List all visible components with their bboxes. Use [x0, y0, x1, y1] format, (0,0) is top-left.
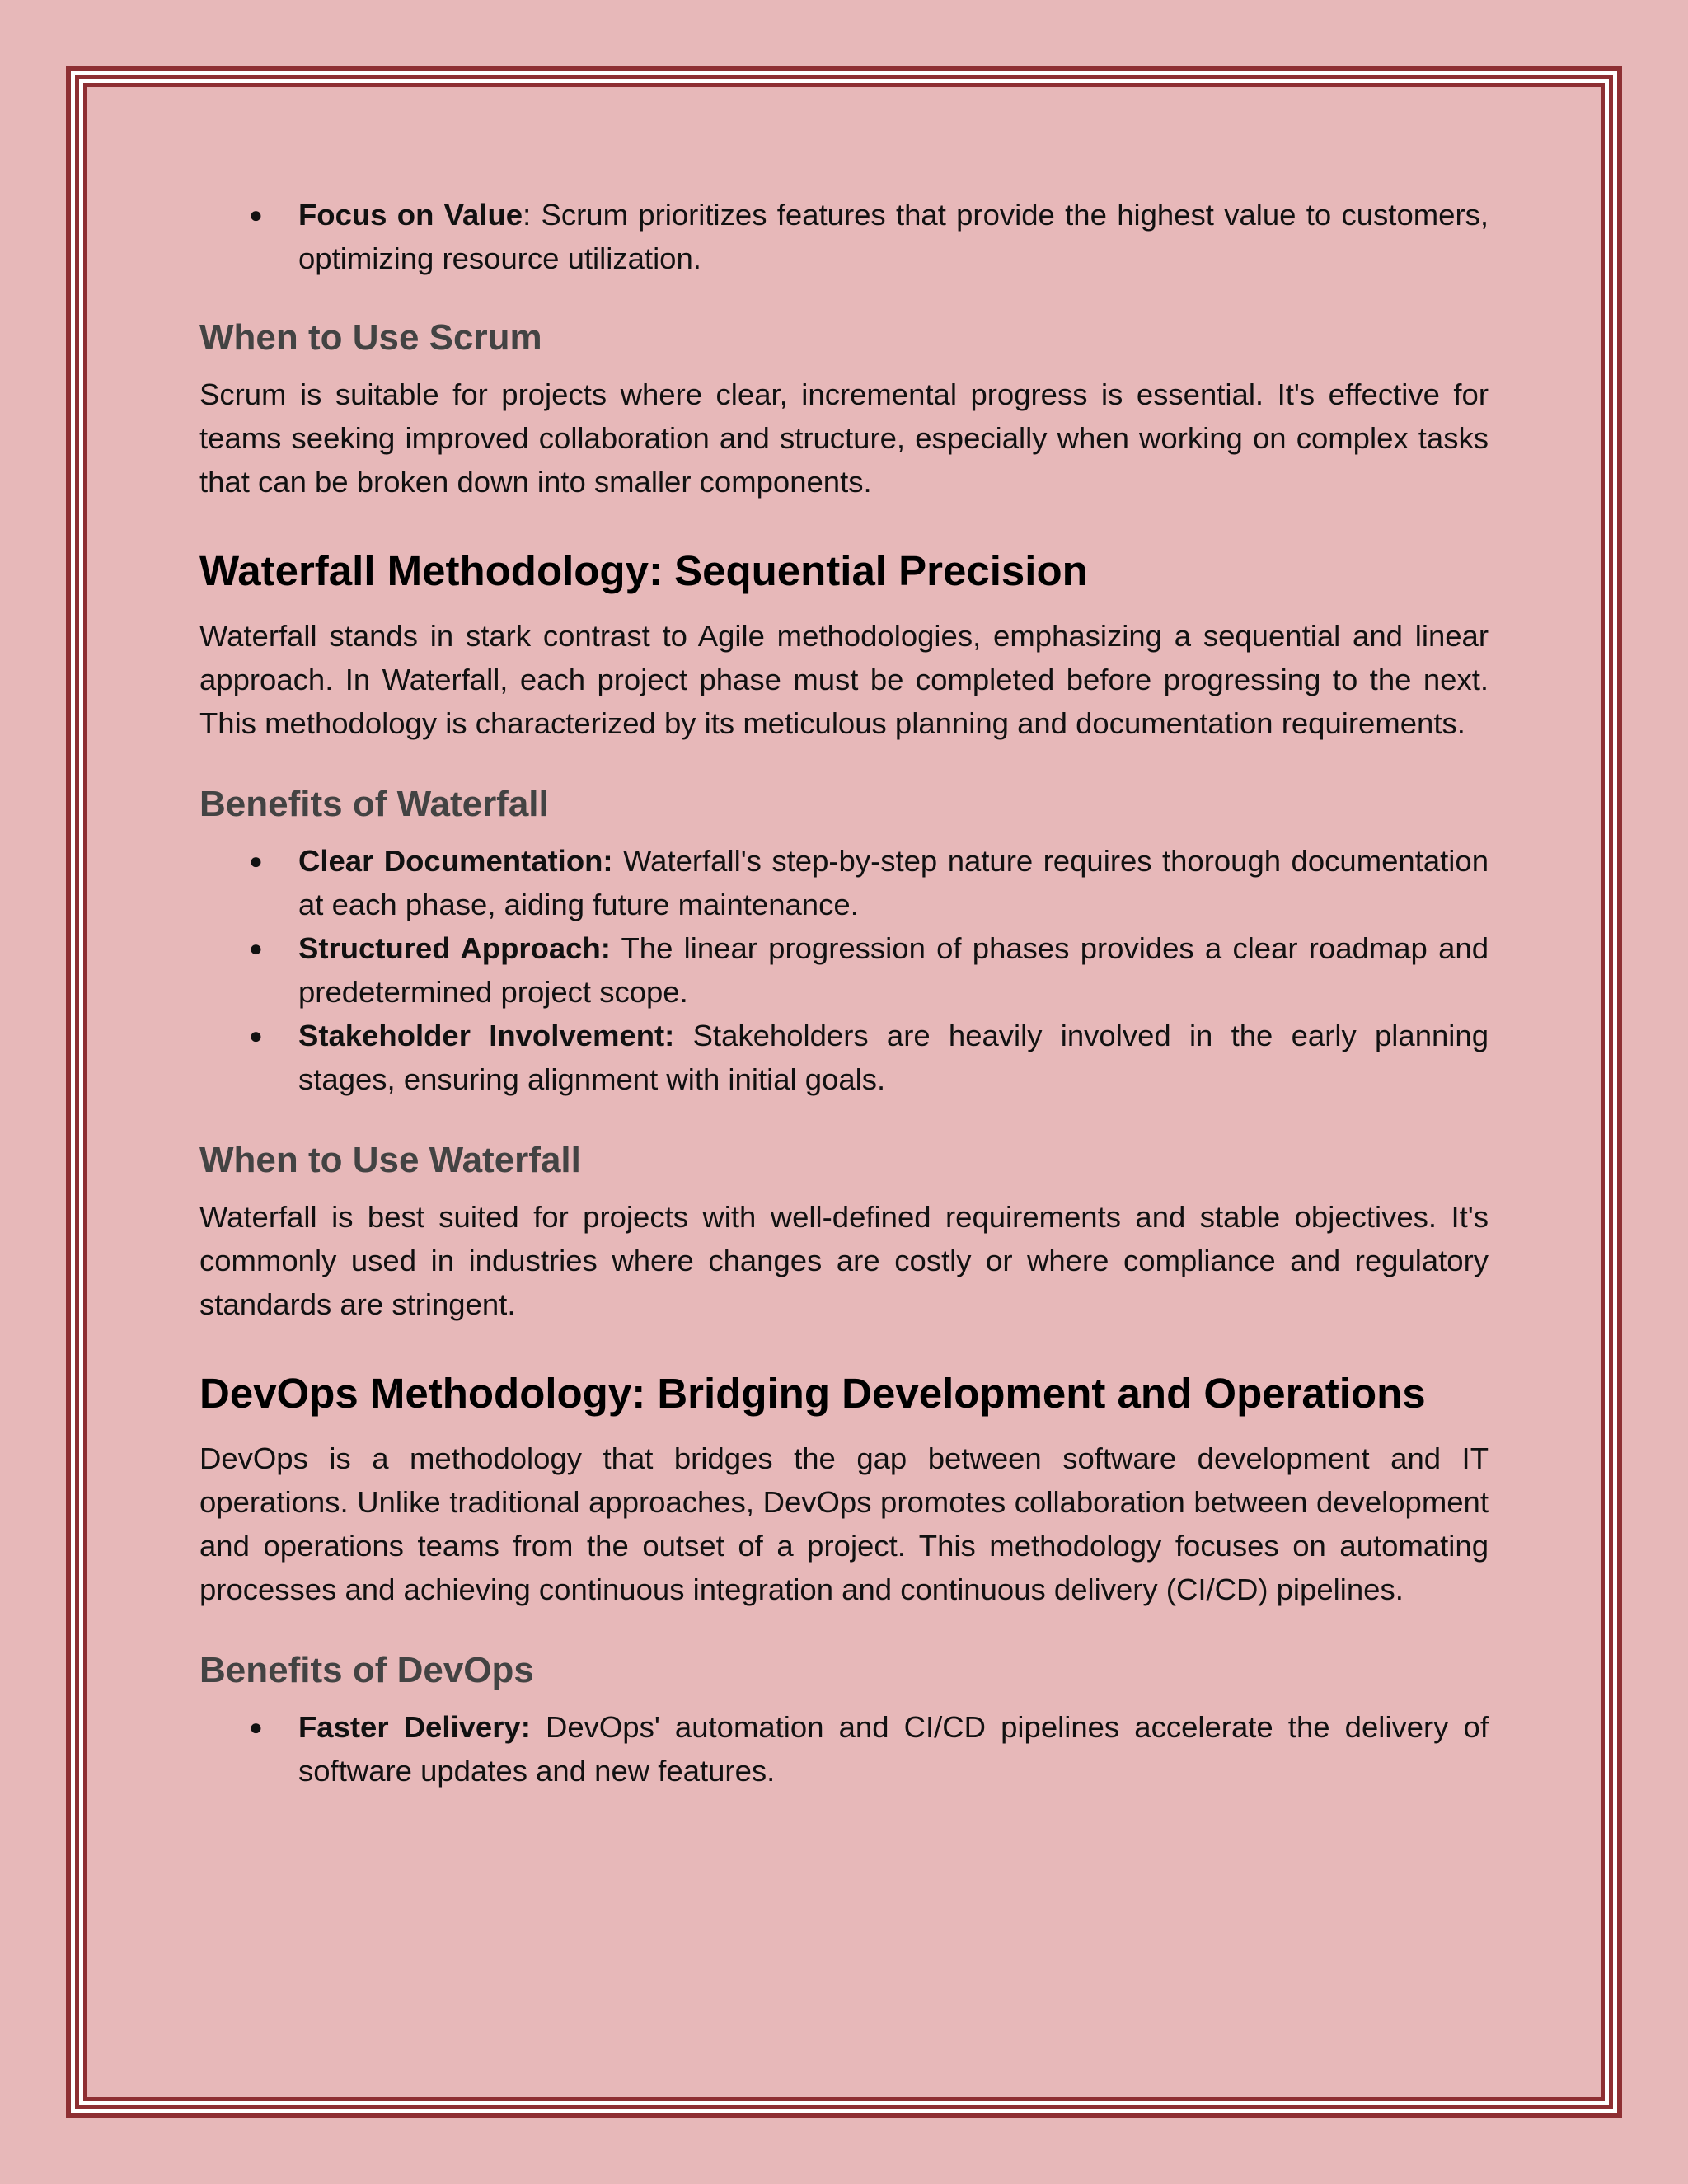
- benefit-text: Stakeholders are heavily involved in the early planning stages, ensuring alignment with initial goals.: [298, 1019, 1489, 1096]
- list-item: [199, 1014, 1489, 1101]
- waterfall-benefits-list: [199, 839, 1489, 1101]
- benefit-text: The linear progression of phases provides a clear roadmap and predetermined project scope.: [298, 931, 1489, 1009]
- when-waterfall-body: Waterfall is best suited for projects with well-defined requirements and stable objectives. It's commonly used in industries where changes are costly or where compliance and regulatory standards are stringent.: [199, 1200, 1489, 1321]
- bullet-icon: ●: [249, 935, 263, 961]
- benefit-text: Scrum prioritizes features that provide the highest value to customers, optimizing resource utilization.: [298, 198, 1489, 275]
- benefit-term: Clear Documentation:: [298, 844, 613, 878]
- bullet-icon: ●: [249, 1714, 263, 1740]
- list-item: [199, 1705, 1489, 1793]
- when-scrum-heading: When to Use Scrum: [199, 317, 542, 358]
- waterfall-heading: Waterfall Methodology: Sequential Precision: [199, 547, 1088, 594]
- scrum-benefits-list: [199, 193, 1489, 280]
- when-waterfall-heading: When to Use Waterfall: [199, 1140, 581, 1180]
- devops-body: DevOps is a methodology that bridges the gap between software development and IT operations. Unlike traditional approaches, DevOps promotes collaboration between development and operations teams from the outset of a project. This methodology focuses on automating processes and achieving continuous integration and continuous delivery (CI/CD) pipelines.: [199, 1441, 1489, 1606]
- bullet-icon: ●: [249, 202, 263, 227]
- benefit-term: Structured Approach:: [298, 931, 611, 965]
- when-scrum-body: Scrum is suitable for projects where clear, incremental progress is essential. It's effective for teams seeking improved collaboration and structure, especially when working on complex tasks that can be broken down into smaller components.: [199, 377, 1489, 499]
- devops-benefits-heading: Benefits of DevOps: [199, 1650, 534, 1690]
- benefit-term: Stakeholder Involvement:: [298, 1019, 675, 1052]
- benefit-text: Waterfall's step-by-step nature requires thorough documentation at each phase, aiding future maintenance.: [298, 844, 1489, 921]
- bullet-icon: ●: [249, 848, 263, 874]
- document-content: [199, 193, 1489, 1793]
- benefit-text: DevOps' automation and CI/CD pipelines accelerate the delivery of software updates and new features.: [298, 1710, 1489, 1788]
- benefit-separator: :: [523, 198, 532, 232]
- benefit-term: Faster Delivery:: [298, 1710, 531, 1744]
- waterfall-body: Waterfall stands in stark contrast to Agile methodologies, emphasizing a sequential and linear approach. In Waterfall, each project phase must be completed before progressing to the next. This methodology is characterized by its meticulous planning and documentation requirements.: [199, 619, 1489, 740]
- devops-benefits-list: [199, 1705, 1489, 1793]
- waterfall-benefits-heading: Benefits of Waterfall: [199, 784, 549, 824]
- list-item: [199, 839, 1489, 926]
- bullet-icon: ●: [249, 1023, 263, 1048]
- list-item: [199, 193, 1489, 280]
- list-item: [199, 926, 1489, 1014]
- devops-heading: DevOps Methodology: Bridging Development and Operations: [199, 1370, 1426, 1417]
- benefit-term: Focus on Value: [298, 198, 523, 232]
